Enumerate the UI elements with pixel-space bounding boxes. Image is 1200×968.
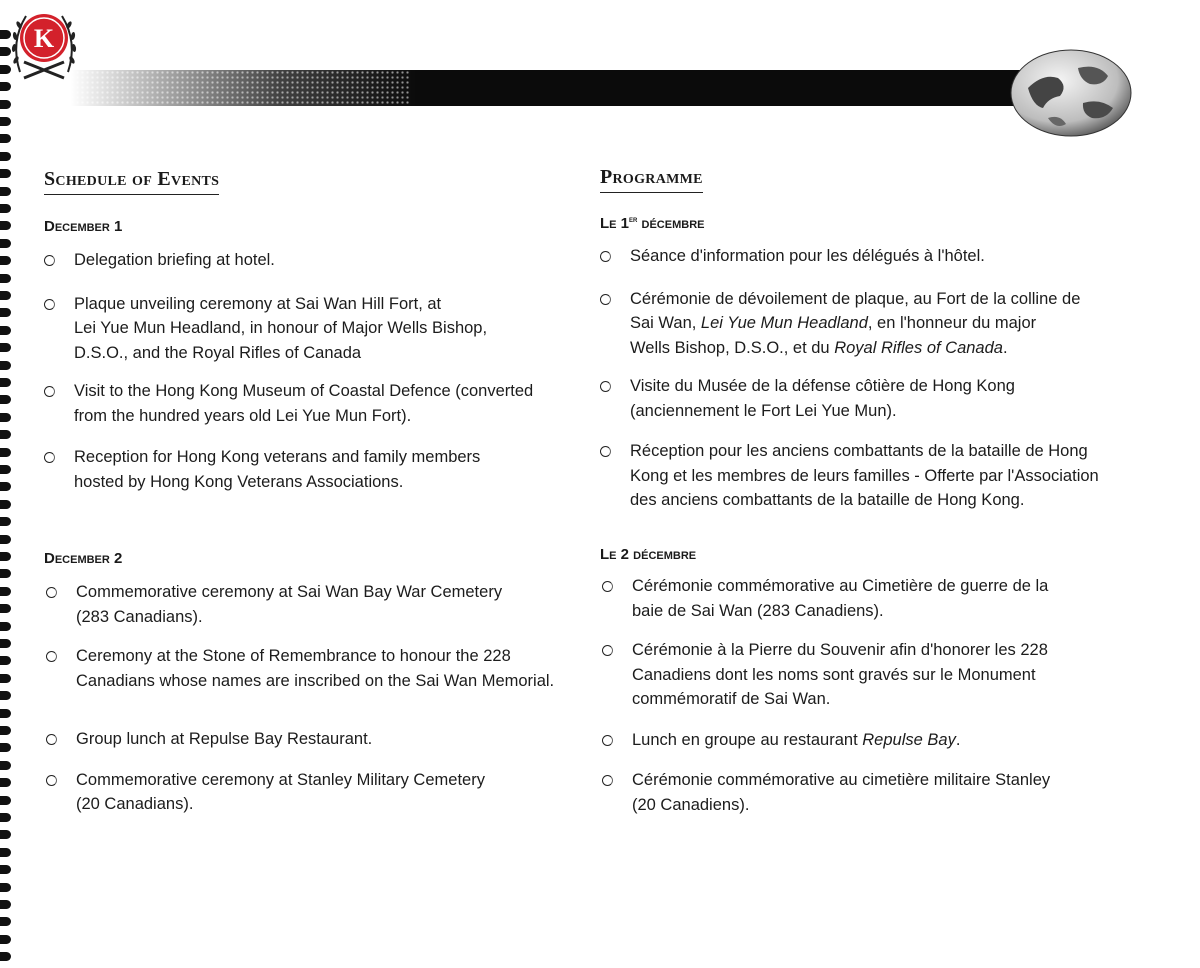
binding-hole bbox=[0, 361, 11, 370]
binding-hole bbox=[0, 308, 11, 317]
binding-hole bbox=[0, 187, 11, 196]
bullet-icon bbox=[44, 452, 55, 463]
binding-hole bbox=[0, 761, 11, 770]
list-item bbox=[602, 768, 1162, 817]
item-text: Cérémonie à la Pierre du Souvenir afin d'honorer les 228 Canadiens dont les noms sont gravés sur le Monument commémoratif de Sai Wan. bbox=[632, 641, 1048, 708]
binding-hole bbox=[0, 813, 11, 822]
binding-hole bbox=[0, 117, 11, 126]
day2-heading: December 2 bbox=[44, 550, 123, 567]
binding-hole bbox=[0, 552, 11, 561]
item-text: Réception pour les anciens combattants de la bataille de Hong Kong et les membres de leurs familles - Offerte par l'Association des anciens combattants de la bataille de Hong Kong. bbox=[630, 442, 1099, 509]
bullet-icon bbox=[600, 294, 611, 305]
item-text: Group lunch at Repulse Bay Restaurant. bbox=[76, 730, 373, 748]
binding-hole bbox=[0, 430, 11, 439]
binding-hole bbox=[0, 482, 11, 491]
binding-hole bbox=[0, 830, 11, 839]
bullet-icon bbox=[602, 775, 613, 786]
binding-hole bbox=[0, 221, 11, 230]
binding-hole bbox=[0, 413, 11, 422]
bullet-icon bbox=[602, 581, 613, 592]
bullet-icon bbox=[46, 651, 57, 662]
bullet-icon bbox=[46, 587, 57, 598]
bullet-icon bbox=[44, 299, 55, 310]
list-item bbox=[600, 287, 1160, 361]
item-text: Ceremony at the Stone of Remembrance to honour the 228 Canadians whose names are inscribed on the Sai Wan Memorial. bbox=[76, 647, 555, 690]
binding-hole bbox=[0, 535, 11, 544]
day2-list bbox=[46, 580, 586, 817]
binding-hole bbox=[0, 796, 11, 805]
list-item bbox=[602, 638, 1162, 712]
list-item bbox=[602, 728, 1162, 753]
binding-hole bbox=[0, 778, 11, 787]
item-text: Plaque unveiling ceremony at Sai Wan Hill Fort, at Lei Yue Mun Headland, in honour of Major Wells Bishop, D.S.O., and the Royal Rifles of Canada bbox=[74, 294, 488, 362]
bullet-icon bbox=[600, 251, 611, 262]
bullet-icon bbox=[44, 255, 55, 266]
binding-hole bbox=[0, 239, 11, 248]
day1-list-fr bbox=[600, 244, 1160, 513]
day1-heading-suffix: décembre bbox=[637, 215, 705, 232]
item-text: Visite du Musée de la défense côtière de Hong Kong (anciennement le Fort Lei Yue Mun). bbox=[630, 377, 1015, 420]
day1-heading-prefix: Le 1 bbox=[600, 215, 630, 232]
list-item bbox=[602, 574, 1162, 623]
binding-hole bbox=[0, 274, 11, 283]
binding-hole bbox=[0, 448, 11, 457]
binding-hole bbox=[0, 622, 11, 631]
binding-hole bbox=[0, 100, 11, 109]
item-text: Lunch en groupe au restaurant Repulse Bay. bbox=[632, 730, 961, 749]
binding-hole bbox=[0, 569, 11, 578]
binding-hole bbox=[0, 726, 11, 735]
binding-hole bbox=[0, 204, 11, 213]
list-item bbox=[46, 768, 586, 817]
programme-title: Programme bbox=[600, 166, 703, 193]
binding-hole bbox=[0, 256, 11, 265]
bullet-icon bbox=[46, 775, 57, 786]
list-item bbox=[46, 644, 586, 693]
list-item bbox=[600, 374, 1160, 423]
bullet-icon bbox=[600, 381, 611, 392]
list-item bbox=[46, 727, 586, 752]
bullet-icon bbox=[602, 645, 613, 656]
binding-hole bbox=[0, 134, 11, 143]
binding-hole bbox=[0, 604, 11, 613]
binding-hole bbox=[0, 395, 11, 404]
binding-hole bbox=[0, 169, 11, 178]
list-item bbox=[44, 292, 584, 366]
item-text: Cérémonie de dévoilement de plaque, au Fort de la colline de Sai Wan, Lei Yue Mun Headland, en l'honneur du major Wells Bishop, D.S.O., et du Royal Rifles of Canada. bbox=[630, 289, 1081, 357]
list-item bbox=[600, 439, 1160, 513]
binding-hole bbox=[0, 883, 11, 892]
bullet-icon bbox=[46, 734, 57, 745]
item-text: Commemorative ceremony at Stanley Military Cemetery (20 Canadians). bbox=[76, 770, 485, 813]
binding-hole bbox=[0, 152, 11, 161]
programme-column-french bbox=[600, 166, 1160, 814]
bullet-icon bbox=[44, 386, 55, 397]
binding-hole bbox=[0, 587, 11, 596]
day1-heading: December 1 bbox=[44, 218, 123, 235]
schedule-title: Schedule of Events bbox=[44, 168, 219, 195]
list-item bbox=[600, 244, 1160, 269]
binding-hole bbox=[0, 517, 11, 526]
binding-hole bbox=[0, 848, 11, 857]
binding-hole bbox=[0, 900, 11, 909]
day2-heading-fr: Le 2 décembre bbox=[600, 546, 697, 563]
binding-hole bbox=[0, 82, 11, 91]
binding-hole bbox=[0, 865, 11, 874]
binding-hole bbox=[0, 326, 11, 335]
binding-hole bbox=[0, 952, 11, 961]
binding-hole bbox=[0, 935, 11, 944]
day1-list bbox=[44, 248, 584, 494]
binding-hole bbox=[0, 291, 11, 300]
list-item bbox=[46, 580, 586, 629]
binding-hole bbox=[0, 343, 11, 352]
globe-image bbox=[1008, 48, 1134, 138]
logo-letter: K bbox=[33, 24, 55, 53]
bullet-icon bbox=[602, 735, 613, 746]
spiral-binding bbox=[0, 30, 14, 968]
binding-hole bbox=[0, 709, 11, 718]
schedule-column-english bbox=[44, 168, 574, 813]
binding-hole bbox=[0, 378, 11, 387]
item-text: Commemorative ceremony at Sai Wan Bay War Cemetery (283 Canadians). bbox=[76, 583, 503, 626]
binding-hole bbox=[0, 691, 11, 700]
binding-hole bbox=[0, 917, 11, 926]
list-item bbox=[44, 445, 584, 494]
item-text: Delegation briefing at hotel. bbox=[74, 251, 275, 269]
day2-list-fr bbox=[602, 574, 1162, 817]
binding-hole bbox=[0, 743, 11, 752]
binding-hole bbox=[0, 465, 11, 474]
binding-hole bbox=[0, 500, 11, 509]
list-item bbox=[44, 248, 584, 273]
binding-hole bbox=[0, 674, 11, 683]
day1-heading-fr bbox=[600, 214, 704, 232]
item-text: Cérémonie commémorative au cimetière militaire Stanley (20 Canadiens). bbox=[632, 771, 1051, 814]
item-text: Cérémonie commémorative au Cimetière de guerre de la baie de Sai Wan (283 Canadiens). bbox=[632, 577, 1049, 620]
binding-hole bbox=[0, 639, 11, 648]
item-text: Reception for Hong Kong veterans and family members hosted by Hong Kong Veterans Associations. bbox=[74, 448, 481, 491]
item-text: Séance d'information pour les délégués à l'hôtel. bbox=[630, 247, 985, 265]
bullet-icon bbox=[600, 446, 611, 457]
header-band bbox=[70, 70, 1030, 106]
binding-hole bbox=[0, 656, 11, 665]
day1-heading-sup: er bbox=[629, 214, 638, 224]
list-item bbox=[44, 379, 584, 428]
item-text: Visit to the Hong Kong Museum of Coastal Defence (converted from the hundred years old Lei Yue Mun Fort). bbox=[74, 382, 534, 425]
